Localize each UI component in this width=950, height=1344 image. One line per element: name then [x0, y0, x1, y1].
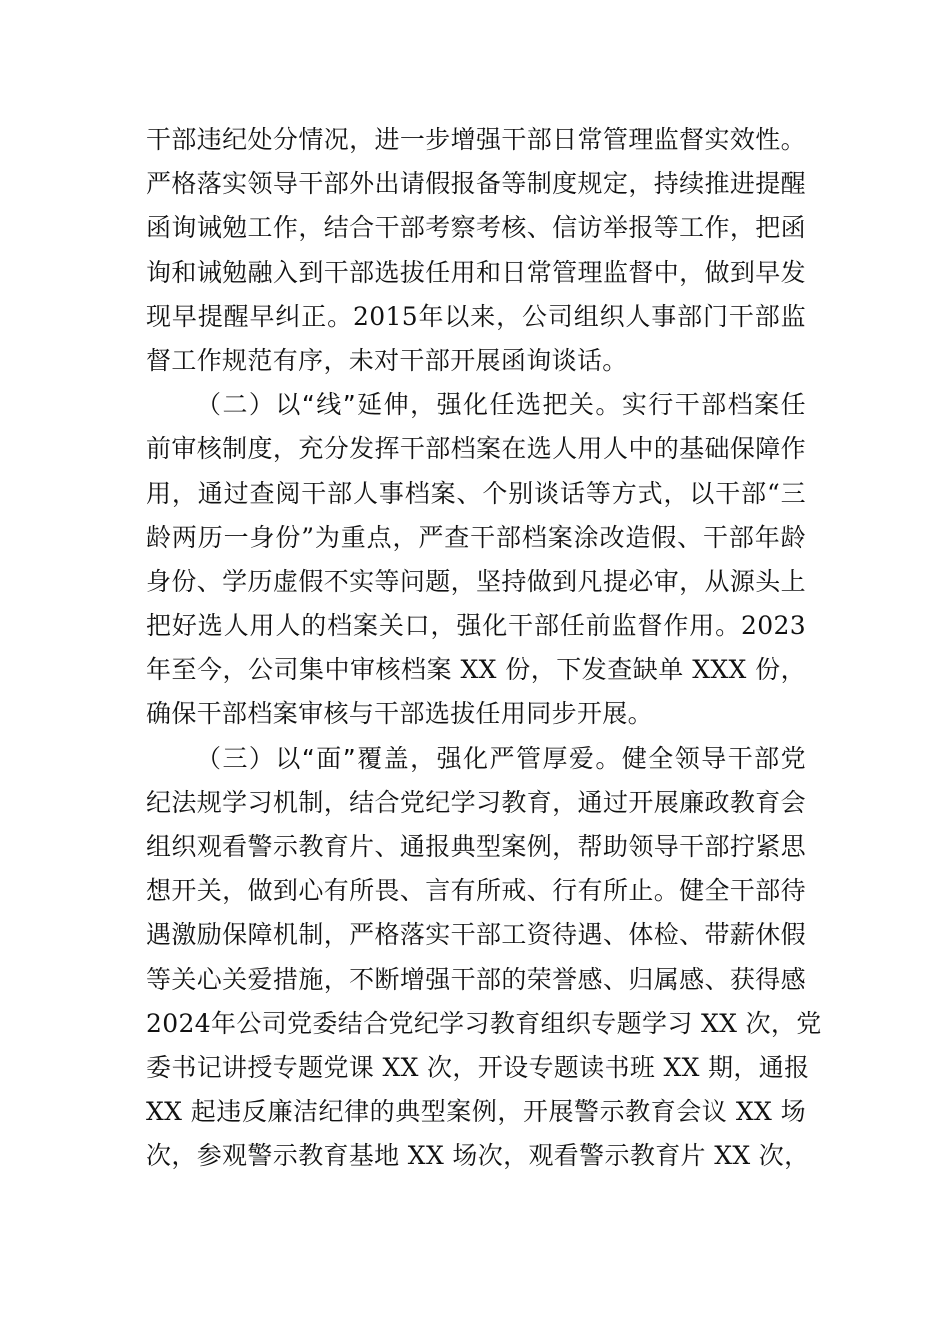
text-line: 遇激励保障机制，严格落实干部工资待遇、体检、带薪休假: [146, 920, 806, 950]
text-line: 组织观看警示教育片、通报典型案例，帮助领导干部拧紧思: [146, 832, 806, 861]
text-line: 询和诫勉融入到干部选拔任用和日常管理监督中，做到早发: [146, 257, 806, 287]
text-line: 身份、学历虚假不实等问题，坚持做到凡提必审，从源头上: [146, 566, 806, 596]
text-line: 等关心关爱措施，不断增强干部的荣誉感、归属感、获得感: [146, 964, 806, 994]
text-fragment: 实行干部档案任: [621, 390, 806, 420]
text-line: 用，通过查阅干部人事档案、个别谈话等方式，以干部“三: [146, 478, 806, 508]
text-line: 年至今，公司集中审核档案 XX 份，下发查缺单 XXX 份，: [146, 655, 806, 685]
section-heading: （二）以“线”延伸，强化任选把关。: [196, 390, 622, 420]
text-line: 函询诫勉工作，结合干部考察考核、信访举报等工作，把函: [146, 213, 806, 243]
text-line: 现早提醒早纠正。2015年以来，公司组织人事部门干部监: [146, 301, 806, 331]
text-line: 干部违纪处分情况，进一步增强干部日常管理监督实效性。: [146, 125, 806, 154]
text-line: 前审核制度，充分发挥干部档案在选人用人中的基础保障作: [146, 434, 806, 464]
text-fragment: 健全领导干部党: [621, 743, 806, 773]
text-line: 纪法规学习机制，结合党纪学习教育，通过开展廉政教育会: [146, 787, 806, 817]
text-line: 次，参观警示教育基地 XX 场次，观看警示教育片 XX 次，: [146, 1141, 810, 1171]
text-line: XX 起违反廉洁纪律的典型案例，开展警示教育会议 XX 场: [146, 1097, 806, 1127]
text-line: 2024年公司党委结合党纪学习教育组织专题学习 XX 次，党: [146, 1008, 822, 1038]
paragraph-section-2: [146, 383, 806, 737]
document-page: [146, 118, 822, 1179]
text-line: 督工作规范有序，未对干部开展函询谈话。: [146, 345, 628, 375]
paragraph-continuation: [146, 118, 806, 383]
text-line: 龄两历一身份”为重点，严查干部档案涂改造假、干部年龄: [146, 522, 806, 552]
text-line: 严格落实领导干部外出请假报备等制度规定，持续推进提醒: [146, 169, 806, 199]
section-heading-line: [146, 383, 806, 427]
section-heading: （三）以“面”覆盖，强化严管厚爱。: [196, 743, 622, 773]
text-line: 把好选人用人的档案关口，强化干部任前监督作用。2023: [146, 611, 806, 641]
text-line: 确保干部档案审核与干部选拔任用同步开展。: [146, 699, 654, 729]
section-heading-line: [146, 737, 806, 781]
text-line: 委书记讲授专题党课 XX 次，开设专题读书班 XX 期，通报: [146, 1052, 810, 1082]
paragraph-section-3: [146, 737, 822, 1179]
text-line: 想开关，做到心有所畏、言有所戒、行有所止。健全干部待: [146, 876, 806, 906]
